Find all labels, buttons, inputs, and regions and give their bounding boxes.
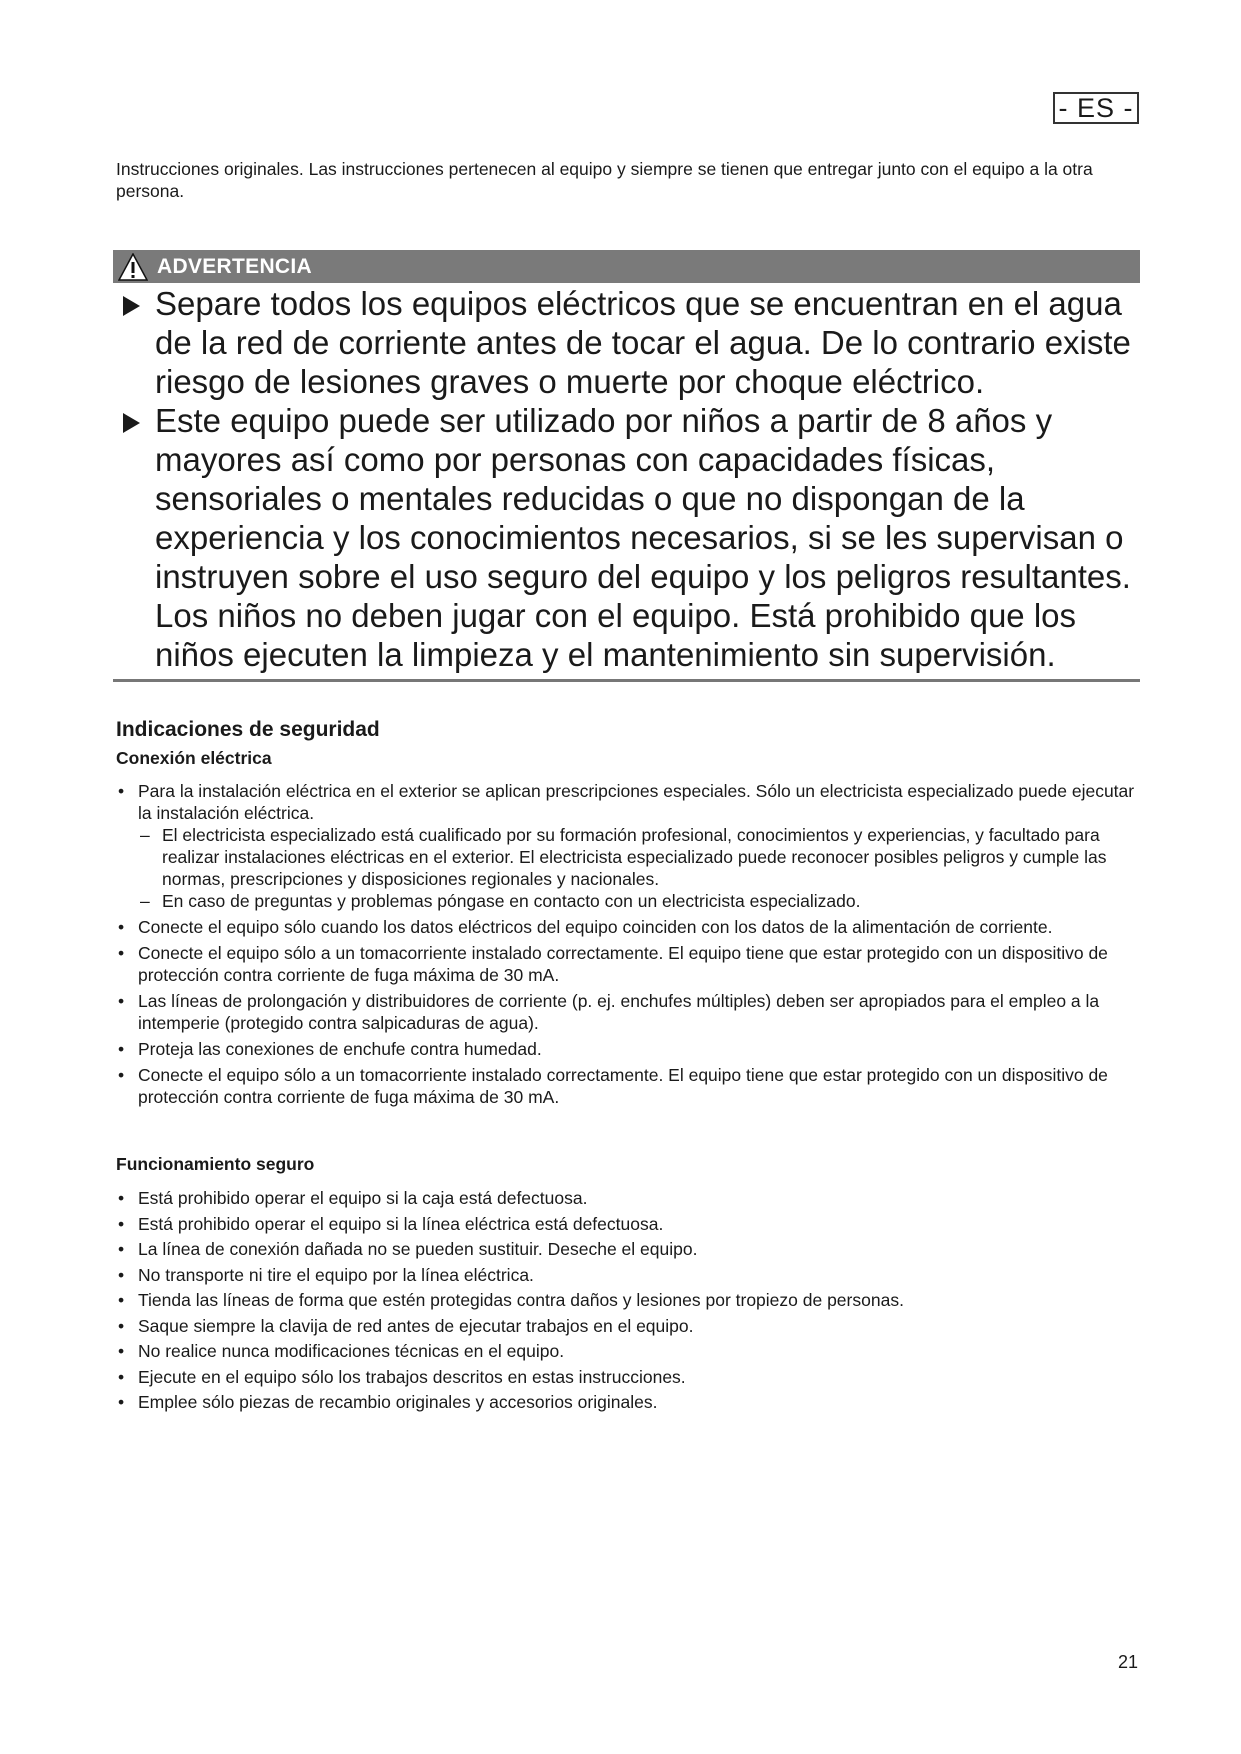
bullet-icon: • bbox=[118, 1213, 125, 1234]
bullet-icon: • bbox=[118, 781, 125, 801]
list-item-text: Está prohibido operar el equipo si la caja está defectuosa. bbox=[138, 1188, 588, 1208]
sub-list-item bbox=[138, 824, 1138, 890]
list-item-text: Emplee sólo piezas de recambio originales y accesorios originales. bbox=[138, 1392, 658, 1412]
bullet-icon: • bbox=[118, 991, 125, 1011]
bullet-icon: • bbox=[118, 943, 125, 963]
list-item bbox=[116, 1263, 1138, 1289]
list-item-text: Para la instalación eléctrica en el exterior se aplican prescripciones especiales. Sólo un electricista especializado puede ejecutar la instalación eléctrica. bbox=[138, 781, 1135, 823]
warning-item-text: Este equipo puede ser utilizado por niños a partir de 8 años y mayores así como por personas con capacidades físicas, sensoriales o mentales reducidas o que no dispongan de la experiencia y los conocimientos necesarios, si se les supervisan o instruyen sobre el uso seguro del equipo y los peligros resultantes. Los niños no deben jugar con el equipo. Está prohibido que los niños ejecuten la limpieza y el mantenimiento sin supervisión. bbox=[155, 402, 1131, 673]
list-item bbox=[116, 942, 1138, 986]
bullet-icon: • bbox=[118, 1039, 125, 1059]
warning-divider bbox=[113, 679, 1140, 682]
list-item bbox=[116, 990, 1138, 1034]
warning-header bbox=[113, 250, 1140, 283]
warning-title: ADVERTENCIA bbox=[157, 254, 312, 278]
sub-list bbox=[138, 824, 1138, 912]
list-item-text: La línea de conexión dañada no se pueden sustituir. Deseche el equipo. bbox=[138, 1239, 698, 1259]
subsection-title-electrical: Conexión eléctrica bbox=[116, 748, 272, 768]
bullet-icon: • bbox=[118, 1065, 125, 1085]
list-item-text: Saque siempre la clavija de red antes de ejecutar trabajos en el equipo. bbox=[138, 1315, 694, 1336]
list-item bbox=[116, 1365, 1138, 1391]
list-item bbox=[116, 1339, 1138, 1365]
bullet-icon: • bbox=[118, 917, 125, 937]
list-item-text: No realice nunca modificaciones técnicas en el equipo. bbox=[138, 1341, 565, 1361]
bullet-icon: • bbox=[118, 1315, 125, 1336]
list-item-text: Tienda las líneas de forma que estén protegidas contra daños y lesiones por tropiezo de personas. bbox=[138, 1290, 904, 1310]
list-item bbox=[116, 1390, 1138, 1416]
list-item bbox=[116, 1212, 1138, 1238]
sub-list-item bbox=[138, 890, 1138, 912]
warning-body bbox=[113, 284, 1140, 674]
list-item bbox=[116, 780, 1138, 912]
bullet-icon: • bbox=[118, 1188, 125, 1208]
list-item-text: Ejecute en el equipo sólo los trabajos descritos en estas instrucciones. bbox=[138, 1366, 686, 1387]
warning-triangle-icon bbox=[118, 253, 148, 281]
subsection-title-operation: Funcionamiento seguro bbox=[116, 1154, 315, 1174]
bullet-icon: • bbox=[118, 1290, 125, 1310]
list-item-text: Conecte el equipo sólo a un tomacorriente instalado correctamente. El equipo tiene que estar protegido con un dispositivo de protección contra corriente de fuga máxima de 30 mA. bbox=[138, 1065, 1108, 1107]
warning-item bbox=[113, 284, 1140, 401]
list-item-text: Conecte el equipo sólo a un tomacorriente instalado correctamente. El equipo tiene que estar protegido con un dispositivo de protección contra corriente de fuga máxima de 30 mA. bbox=[138, 943, 1108, 985]
dash-icon: – bbox=[140, 825, 150, 845]
sub-list-item-text: En caso de preguntas y problemas póngase en contacto con un electricista especializado. bbox=[162, 891, 861, 911]
language-badge: - ES - bbox=[1053, 92, 1139, 124]
bullet-icon: • bbox=[118, 1239, 125, 1259]
list-item-text: Conecte el equipo sólo cuando los datos eléctricos del equipo coinciden con los datos de la alimentación de corriente. bbox=[138, 917, 1053, 937]
warning-item bbox=[113, 401, 1140, 674]
operation-list bbox=[116, 1186, 1138, 1416]
bullet-icon: • bbox=[118, 1366, 125, 1387]
list-item bbox=[116, 1064, 1138, 1108]
section-title: Indicaciones de seguridad bbox=[116, 718, 380, 741]
list-item-text: No transporte ni tire el equipo por la línea eléctrica. bbox=[138, 1264, 534, 1285]
list-item bbox=[116, 1237, 1138, 1263]
sub-list-item-text: El electricista especializado está cualificado por su formación profesional, conocimientos y experiencias, y facultado para realizar instalaciones eléctricas en el exterior. El electricista especializado puede reconocer posibles peligros y cumple las normas, prescripciones y disposiciones regionales y nacionales. bbox=[162, 825, 1107, 889]
play-arrow-icon bbox=[123, 296, 140, 316]
warning-item-text: Separe todos los equipos eléctricos que se encuentran en el agua de la red de corriente antes de tocar el agua. De lo contrario existe riesgo de lesiones graves o muerte por choque eléctrico. bbox=[155, 285, 1131, 400]
list-item-text: Está prohibido operar el equipo si la línea eléctrica está defectuosa. bbox=[138, 1213, 664, 1234]
list-item bbox=[116, 1038, 1138, 1060]
electrical-list bbox=[116, 780, 1138, 1108]
bullet-icon: • bbox=[118, 1341, 125, 1361]
dash-icon: – bbox=[140, 891, 150, 911]
list-item-text: Las líneas de prolongación y distribuidores de corriente (p. ej. enchufes múltiples) deben ser apropiados para el empleo a la intemperie (protegido contra salpicaduras de agua). bbox=[138, 991, 1100, 1033]
list-item-text: Proteja las conexiones de enchufe contra humedad. bbox=[138, 1039, 542, 1059]
list-item bbox=[116, 1288, 1138, 1314]
list-item bbox=[116, 916, 1138, 938]
play-arrow-icon bbox=[123, 413, 140, 433]
bullet-icon: • bbox=[118, 1392, 125, 1412]
bullet-icon: • bbox=[118, 1264, 125, 1285]
page-number: 21 bbox=[1118, 1652, 1139, 1672]
intro-text: Instrucciones originales. Las instrucciones pertenecen al equipo y siempre se tienen que entregar junto con el equipo a la otra persona. bbox=[116, 159, 1093, 201]
list-item bbox=[116, 1186, 1138, 1212]
list-item bbox=[116, 1314, 1138, 1340]
